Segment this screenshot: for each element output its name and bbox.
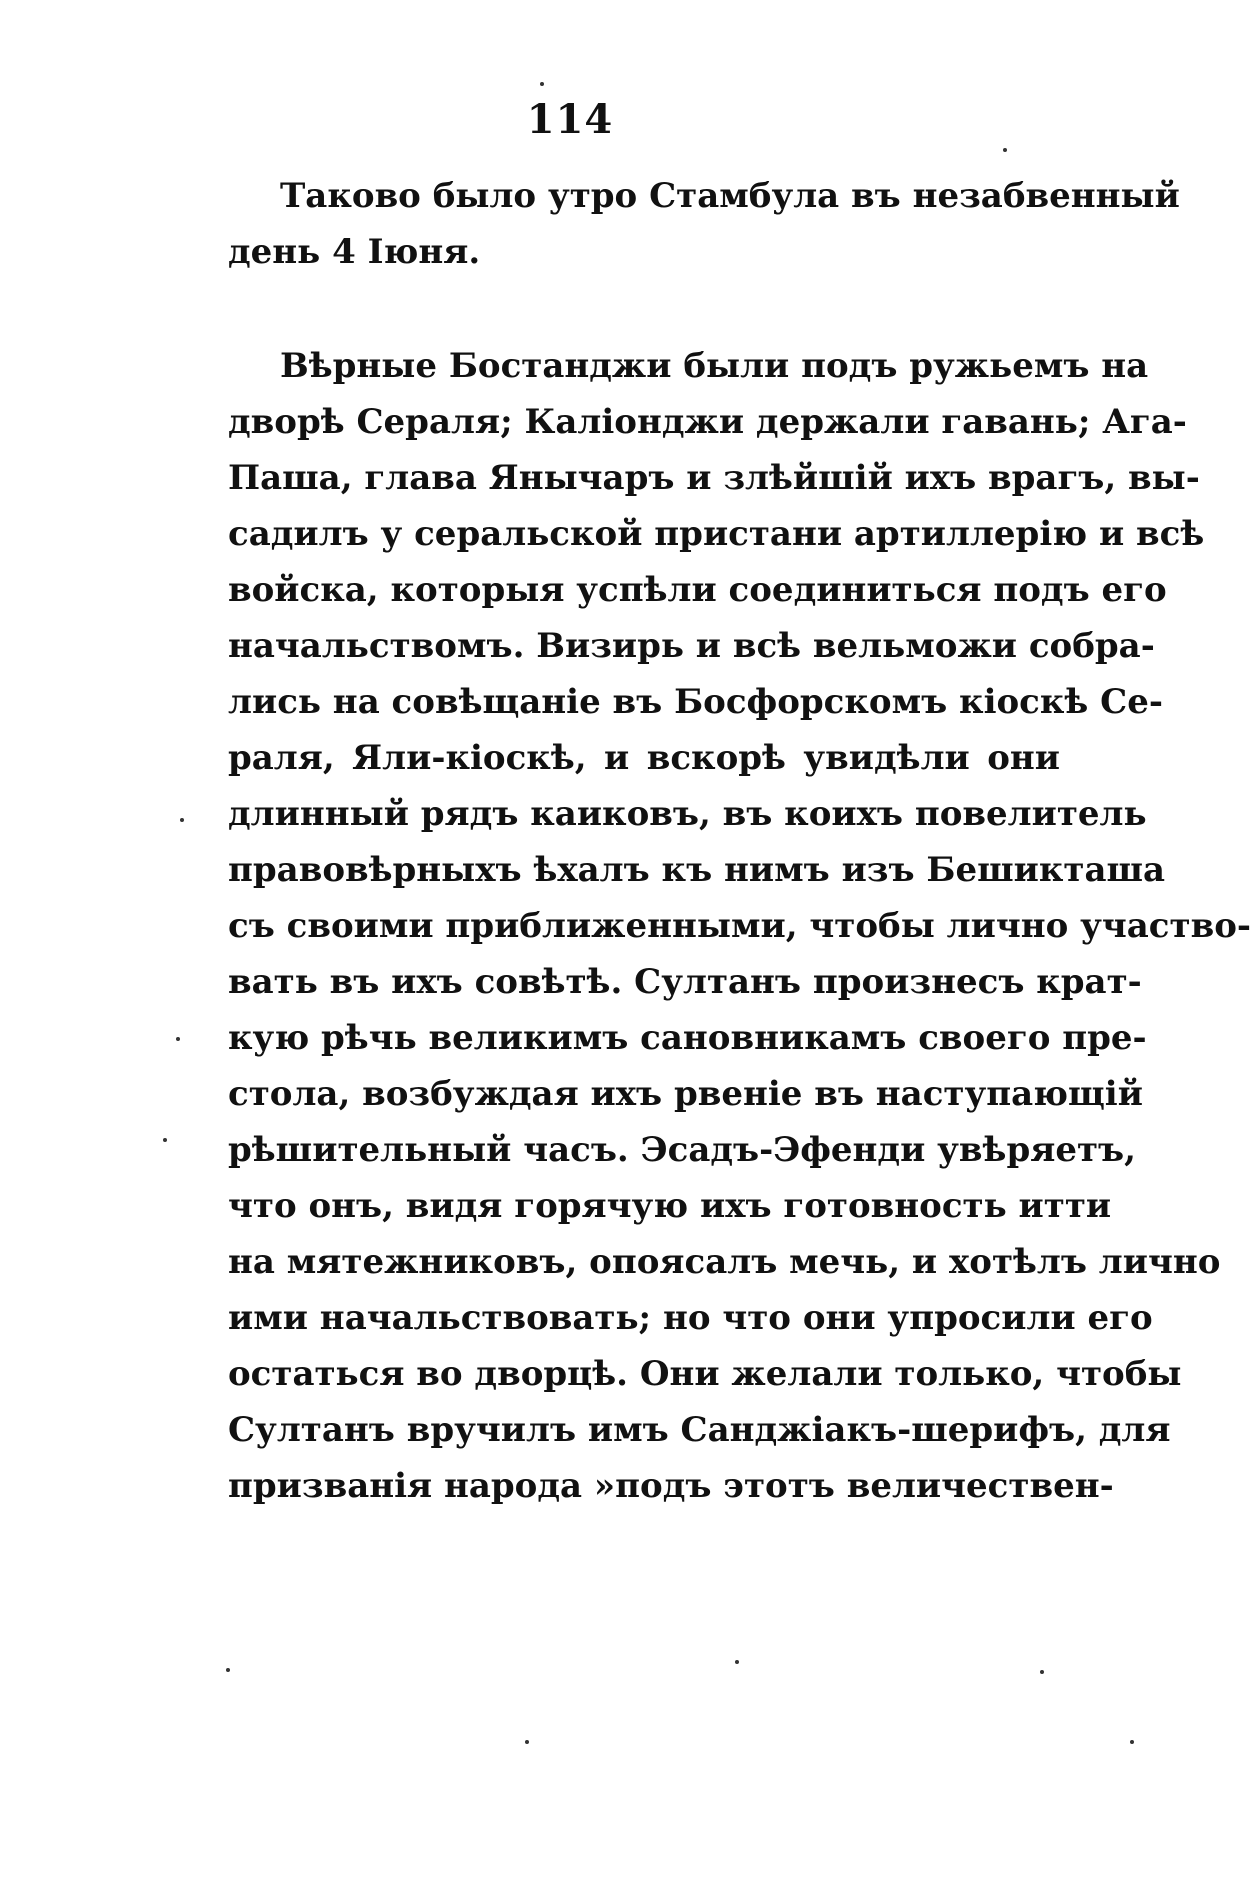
- text-line: призванія народа »подъ этотъ величествен-: [228, 1466, 1114, 1506]
- scan-speck: [163, 1138, 167, 1142]
- text-line: войска, которыя успѣли соединиться подъ его: [228, 570, 1167, 610]
- scan-speck: [226, 1668, 230, 1672]
- text-line: Паша, глава Янычаръ и злѣйшій ихъ врагъ, вы-: [228, 458, 1200, 498]
- text-line: правовѣрныхъ ѣхалъ къ нимъ изъ Бешикташа: [228, 850, 1166, 890]
- paragraph-2: [228, 338, 1251, 1514]
- scan-speck: [540, 82, 544, 86]
- text-line: кую рѣчь великимъ сановникамъ своего пре-: [228, 1018, 1147, 1058]
- text-line: Таково было утро Стамбула въ незабвенный: [280, 176, 1180, 216]
- text-line: Вѣрные Бостанджи были подъ ружьемъ на: [280, 346, 1149, 386]
- text-line: раля, Яли-кіоскѣ, и вскорѣ увидѣли они: [228, 738, 1060, 778]
- text-line: на мятежниковъ, опоясалъ мечь, и хотѣлъ лично: [228, 1242, 1221, 1282]
- paragraph-1: [228, 168, 1180, 280]
- text-line: рѣшительный часъ. Эсадъ-Эфенди увѣряетъ,: [228, 1130, 1136, 1170]
- text-line: стола, возбуждая ихъ рвеніе въ наступающій: [228, 1074, 1143, 1114]
- scan-speck: [525, 1740, 529, 1744]
- text-line: остаться во дворцѣ. Они желали только, чтобы: [228, 1354, 1182, 1394]
- text-line: начальствомъ. Визирь и всѣ вельможи собра-: [228, 626, 1155, 666]
- scan-speck: [180, 818, 184, 822]
- scan-speck: [176, 1037, 180, 1041]
- scan-speck: [1003, 148, 1007, 152]
- text-line: лись на совѣщаніе въ Босфорскомъ кіоскѣ Се-: [228, 682, 1163, 722]
- scan-speck: [1040, 1670, 1044, 1674]
- text-line: садилъ у серальской пристани артиллерію и всѣ: [228, 514, 1205, 554]
- scan-speck: [735, 1660, 739, 1664]
- text-line: вать въ ихъ совѣтѣ. Султанъ произнесъ крат-: [228, 962, 1142, 1002]
- text-line: ими начальствовать; но что они упросили его: [228, 1298, 1153, 1338]
- text-line: длинный рядъ каиковъ, въ коихъ повелитель: [228, 794, 1147, 834]
- text-line: что онъ, видя горячую ихъ готовность итти: [228, 1186, 1112, 1226]
- page-number: 114: [526, 96, 614, 143]
- scan-speck: [1130, 1740, 1134, 1744]
- text-line: съ своими приближенными, чтобы лично участво-: [228, 906, 1251, 946]
- text-line: день 4 Іюня.: [228, 232, 481, 272]
- text-line: дворѣ Сераля; Каліонджи держали гавань; Ага-: [228, 402, 1187, 442]
- text-line: Султанъ вручилъ имъ Санджіакъ-шерифъ, для: [228, 1410, 1171, 1450]
